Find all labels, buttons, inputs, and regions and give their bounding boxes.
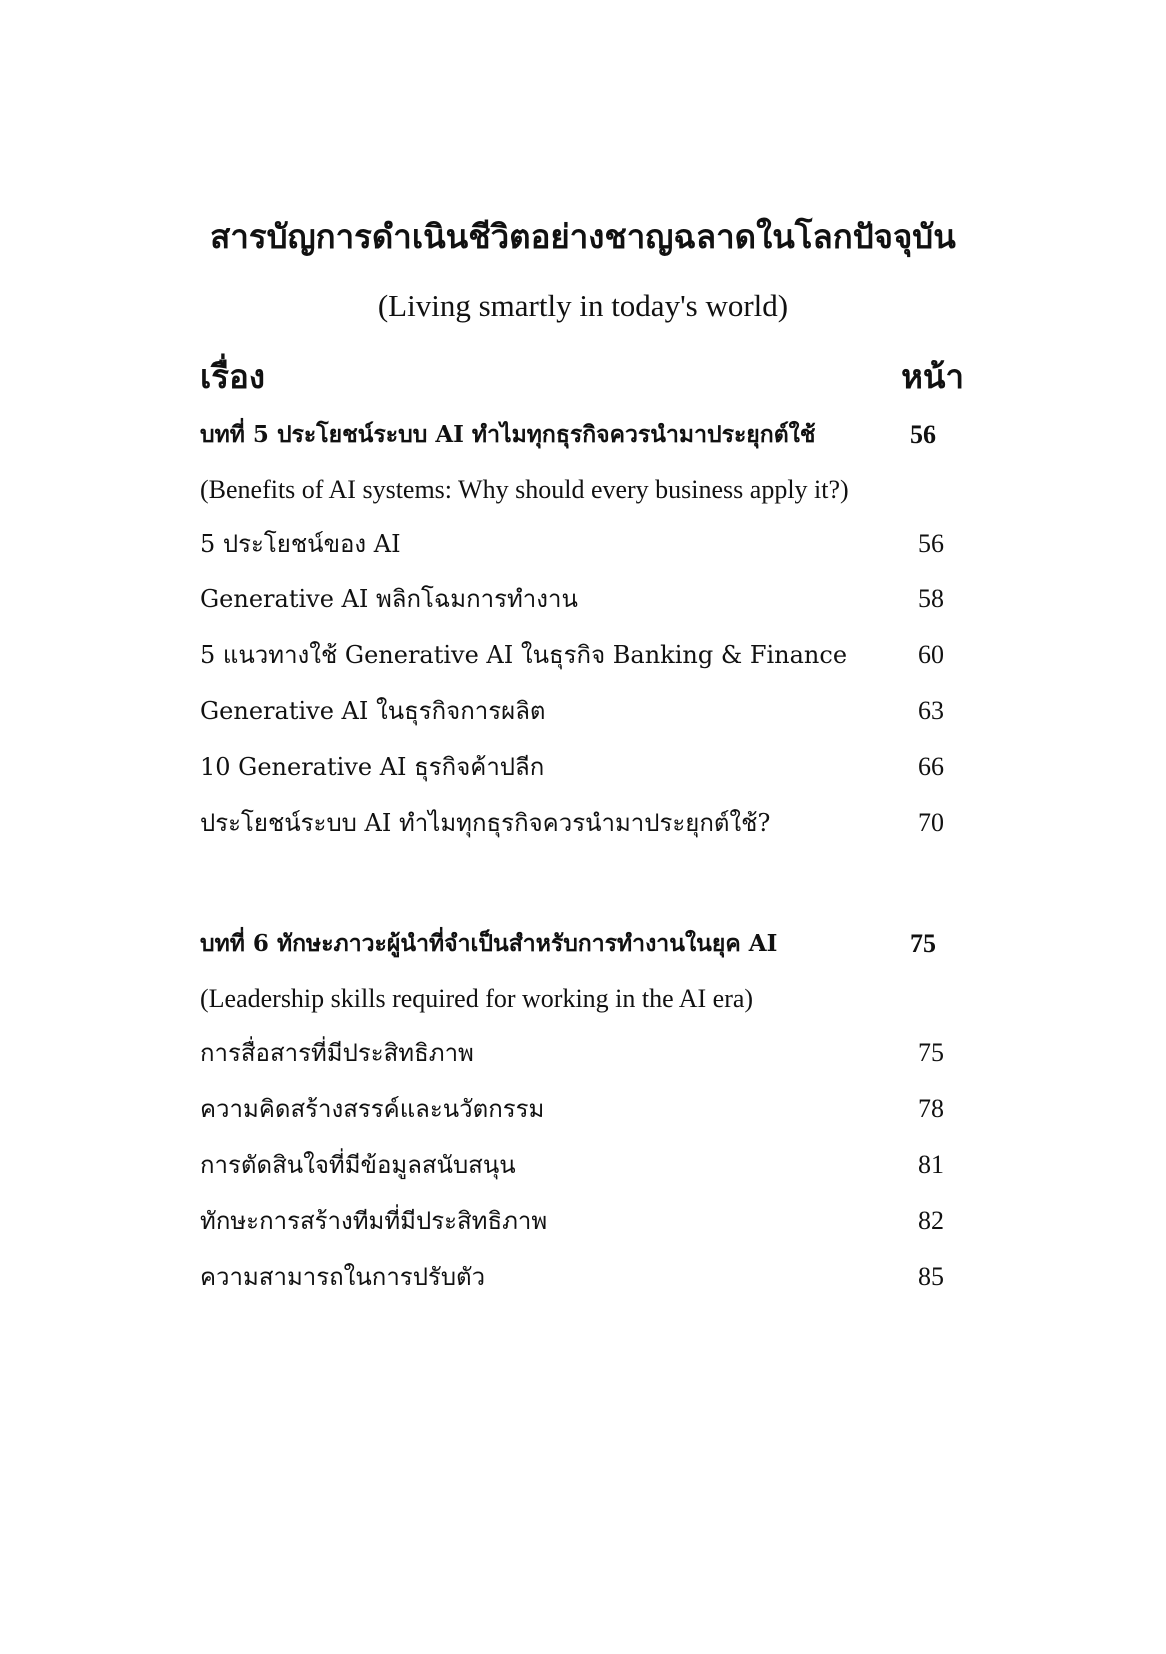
- page-number: 81: [918, 1150, 944, 1179]
- chapter-title: บทที่ 6 ทักษะภาวะผู้นำที่จำเป็นสำหรับการทำงานในยุค AI: [200, 930, 778, 957]
- page-number: 66: [918, 752, 944, 781]
- page-number: 82: [918, 1206, 944, 1235]
- page-number: 70: [918, 808, 944, 837]
- english-subtitle: (Leadership skills required for working in the AI era): [200, 984, 754, 1013]
- page-number: 60: [918, 640, 944, 669]
- page-number: 78: [918, 1094, 944, 1123]
- page-title: สารบัญการดำเนินชีวิตอย่างชาญฉลาดในโลกปัจจุบัน: [210, 217, 956, 256]
- page-number: 56: [910, 420, 936, 449]
- topic-column-header: เรื่อง: [200, 357, 265, 396]
- toc-header: [200, 352, 964, 402]
- toc-chapter-6: [200, 922, 944, 966]
- toc-item: [200, 689, 944, 733]
- chapter-title: บทที่ 5 ประโยชน์ระบบ AI ทำไมทุกธุรกิจควรนำมาประยุกต์ใช้: [200, 421, 816, 448]
- item-title: 5 ประโยชน์ของ AI: [200, 530, 401, 558]
- english-subtitle: (Benefits of AI systems: Why should every business apply it?): [200, 475, 849, 504]
- toc-chapter-5: [200, 413, 944, 457]
- toc-item: [200, 522, 944, 566]
- item-title: ความคิดสร้างสรรค์และนวัตกรรม: [200, 1095, 545, 1123]
- item-title: ประโยชน์ระบบ AI ทำไมทุกธุรกิจควรนำมาประยุกต์ใช้?: [200, 809, 771, 837]
- item-title: 5 แนวทางใช้ Generative AI ในธุรกิจ Banking & Finance: [200, 641, 848, 669]
- toc-item: [200, 1199, 944, 1243]
- page-subtitle: (Living smartly in today's world): [377, 288, 789, 323]
- item-title: Generative AI พลิกโฉมการทำงาน: [200, 585, 578, 613]
- page-number: 75: [918, 1038, 944, 1067]
- chapter-5-english-title: [200, 468, 944, 512]
- toc-item: [200, 801, 944, 845]
- item-title: ทักษะการสร้างทีมที่มีประสิทธิภาพ: [200, 1207, 548, 1235]
- item-title: การสื่อสารที่มีประสิทธิภาพ: [200, 1039, 474, 1067]
- page-column-header: หน้า: [901, 357, 964, 396]
- page-number: 75: [910, 929, 936, 958]
- item-title: ความสามารถในการปรับตัว: [200, 1263, 486, 1291]
- page-number: 58: [918, 584, 944, 613]
- toc-item: [200, 1255, 944, 1299]
- page-number: 56: [918, 529, 944, 558]
- item-title: การตัดสินใจที่มีข้อมูลสนับสนุน: [200, 1151, 516, 1179]
- toc-item: [200, 1031, 944, 1075]
- toc-item: [200, 1143, 944, 1187]
- page-number: 63: [918, 696, 944, 725]
- chapter-6-english-title: [200, 977, 944, 1021]
- toc-item: [200, 1087, 944, 1131]
- page-number: 85: [918, 1262, 944, 1291]
- item-title: Generative AI ในธุรกิจการผลิต: [200, 697, 546, 725]
- toc-item: [200, 745, 944, 789]
- toc-item: [200, 577, 944, 621]
- item-title: 10 Generative AI ธุรกิจค้าปลีก: [200, 753, 545, 781]
- toc-item: [200, 633, 944, 677]
